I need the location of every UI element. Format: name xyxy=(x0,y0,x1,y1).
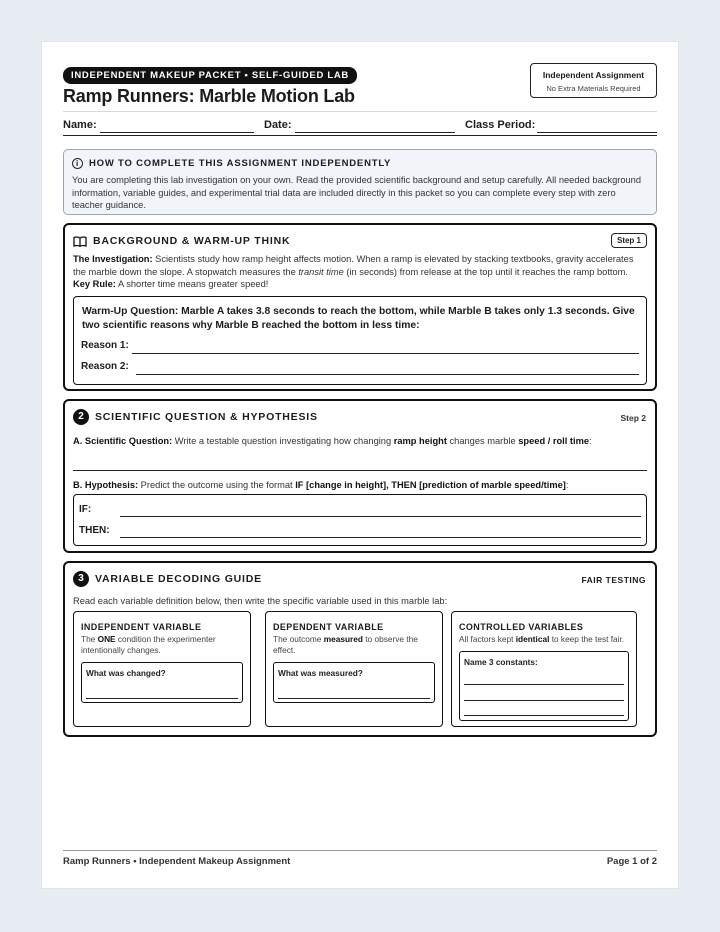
warmup-question-box xyxy=(73,296,647,385)
section-background xyxy=(63,223,657,391)
investigation-text xyxy=(73,253,647,291)
q-bold-2: speed / roll time xyxy=(518,436,590,446)
instructions-body: You are completing this lab investigation on your own. Read the provided scientific background and setup carefully. All needed background information, variable guides, and experimental trial data are included directly in this packet so you can complete every step with zero teacher guidance. xyxy=(72,175,642,210)
wq-part-2: to reach the bottom, while Marble B takes only xyxy=(314,306,548,317)
variables-intro: Read each variable definition below, then write the specific variable used in this marble lab: xyxy=(73,596,448,606)
key-rule-text: A shorter time means greater speed! xyxy=(115,279,269,289)
constant-line-3[interactable] xyxy=(464,715,624,716)
then-label: THEN: xyxy=(79,525,110,536)
h-bold: IF [change in height], THEN [prediction of marble speed/time] xyxy=(295,480,566,490)
independent-title: INDEPENDENT VARIABLE xyxy=(81,622,202,632)
worksheet-page xyxy=(42,42,678,888)
reason1-line[interactable] xyxy=(132,353,639,354)
controlled-answer-box xyxy=(459,651,629,721)
iv-d1: The xyxy=(81,634,98,644)
controlled-variables-card xyxy=(451,611,637,727)
section3-heading xyxy=(73,571,262,587)
wq-part-1: Warm-Up Question: Marble A takes xyxy=(82,306,256,317)
dependent-variable-card xyxy=(265,611,443,727)
h-text-1: Predict the outcome using the format xyxy=(138,480,296,490)
hypothesis-prompt xyxy=(73,479,647,492)
wq-part-3: . Give two scientific reasons why Marble B reached the bottom in less time: xyxy=(82,306,635,331)
question-answer-line[interactable] xyxy=(73,470,647,471)
cv-d1: All factors kept xyxy=(459,634,516,644)
instructions-box xyxy=(63,149,657,215)
wq-marble-a-time: 3.8 seconds xyxy=(255,306,315,317)
key-rule-label: Key Rule: xyxy=(73,279,116,289)
header-divider xyxy=(63,111,657,112)
step1-badge: Step 1 xyxy=(611,233,647,248)
if-label: IF: xyxy=(79,504,92,515)
iv-bold: ONE xyxy=(97,634,116,644)
name-line[interactable] xyxy=(100,132,254,133)
period-line[interactable] xyxy=(537,132,657,133)
section1-heading-text: BACKGROUND & WARM-UP THINK xyxy=(93,235,291,247)
iv-d2: condition the experimenter intentionally changes. xyxy=(81,634,216,655)
assignment-badge xyxy=(530,63,657,98)
period-label: Class Period: xyxy=(465,119,536,131)
date-line[interactable] xyxy=(295,132,455,133)
section2-heading-text: SCIENTIFIC QUESTION & HYPOTHESIS xyxy=(95,411,318,423)
reason1-label: Reason 1: xyxy=(81,340,129,351)
dependent-title: DEPENDENT VARIABLE xyxy=(273,622,384,632)
student-info-fields xyxy=(63,119,657,135)
controlled-description xyxy=(459,634,630,645)
fair-testing-tag: FAIR TESTING xyxy=(581,575,646,585)
footer-left: Ramp Runners • Independent Makeup Assignment xyxy=(63,856,291,867)
name-label: Name: xyxy=(63,119,97,131)
if-line[interactable] xyxy=(120,516,641,517)
reason2-label: Reason 2: xyxy=(81,361,129,372)
constant-line-2[interactable] xyxy=(464,700,624,701)
cv-bold: identical xyxy=(515,634,550,644)
dependent-description xyxy=(273,634,436,656)
independent-line[interactable] xyxy=(86,698,238,699)
date-label: Date: xyxy=(264,119,292,131)
section1-heading xyxy=(73,235,290,247)
dependent-line[interactable] xyxy=(278,698,430,699)
section2-heading xyxy=(73,409,318,425)
fields-divider xyxy=(63,135,657,136)
hypothesis-box xyxy=(73,494,647,546)
reason2-line[interactable] xyxy=(136,374,639,375)
h-text-2: : xyxy=(565,480,569,490)
section-variables xyxy=(63,561,657,737)
assignment-badge-title: Independent Assignment xyxy=(542,70,645,80)
warmup-question xyxy=(82,305,636,333)
section3-heading-text: VARIABLE DECODING GUIDE xyxy=(95,573,262,585)
packet-kicker: INDEPENDENT MAKEUP PACKET • SELF-GUIDED LAB xyxy=(63,67,357,84)
controlled-title: CONTROLLED VARIABLES xyxy=(459,622,584,632)
book-icon xyxy=(73,236,87,247)
footer-divider xyxy=(63,850,657,851)
page-number: Page 1 of 2 xyxy=(606,856,657,867)
wq-marble-b-time: 1.3 seconds xyxy=(547,306,607,317)
investigation-text-2: (in seconds) from release at the top until it reaches the ramp bottom. xyxy=(343,266,629,277)
dependent-prompt: What was measured? xyxy=(278,668,363,678)
question-label: A. Scientific Question: xyxy=(73,436,173,446)
investigation-text-1: Scientists study how ramp height affects motion. When a ramp is elevated by stacking textbooks, gravity accelerates the marble down the slope. A stopwatch measures the xyxy=(73,254,634,277)
q-text-2: changes marble xyxy=(446,436,519,446)
section2-number: 2 xyxy=(73,409,89,425)
independent-prompt: What was changed? xyxy=(86,668,166,678)
dv-d2: to observe the effect. xyxy=(273,634,418,655)
section-hypothesis xyxy=(63,399,657,553)
scientific-question-prompt xyxy=(73,435,647,448)
q-text-3: : xyxy=(589,436,592,446)
cv-d2: to keep the test fair. xyxy=(549,634,625,644)
dv-bold: measured xyxy=(323,634,363,644)
info-icon: i xyxy=(72,158,83,169)
independent-answer-box xyxy=(81,662,243,703)
investigation-label: The Investigation: xyxy=(73,254,153,264)
investigation-italic: transit time xyxy=(298,266,344,277)
independent-description xyxy=(81,634,244,656)
dv-d1: The outcome xyxy=(273,634,324,644)
section3-number: 3 xyxy=(73,571,89,587)
instructions-heading xyxy=(72,158,391,169)
q-text-1: Write a testable question investigating how changing xyxy=(172,436,394,446)
then-line[interactable] xyxy=(120,537,641,538)
controlled-prompt: Name 3 constants: xyxy=(464,657,538,667)
constant-line-1[interactable] xyxy=(464,684,624,685)
step2-label: Step 2 xyxy=(620,413,646,423)
page-title: Ramp Runners: Marble Motion Lab xyxy=(63,86,355,106)
dependent-answer-box xyxy=(273,662,435,703)
independent-variable-card xyxy=(73,611,251,727)
q-bold-1: ramp height xyxy=(393,436,447,446)
instructions-heading-text: HOW TO COMPLETE THIS ASSIGNMENT INDEPENDENTLY xyxy=(89,158,392,169)
hypothesis-label: B. Hypothesis: xyxy=(73,480,139,490)
assignment-badge-subtitle: No Extra Materials Required xyxy=(546,84,641,93)
